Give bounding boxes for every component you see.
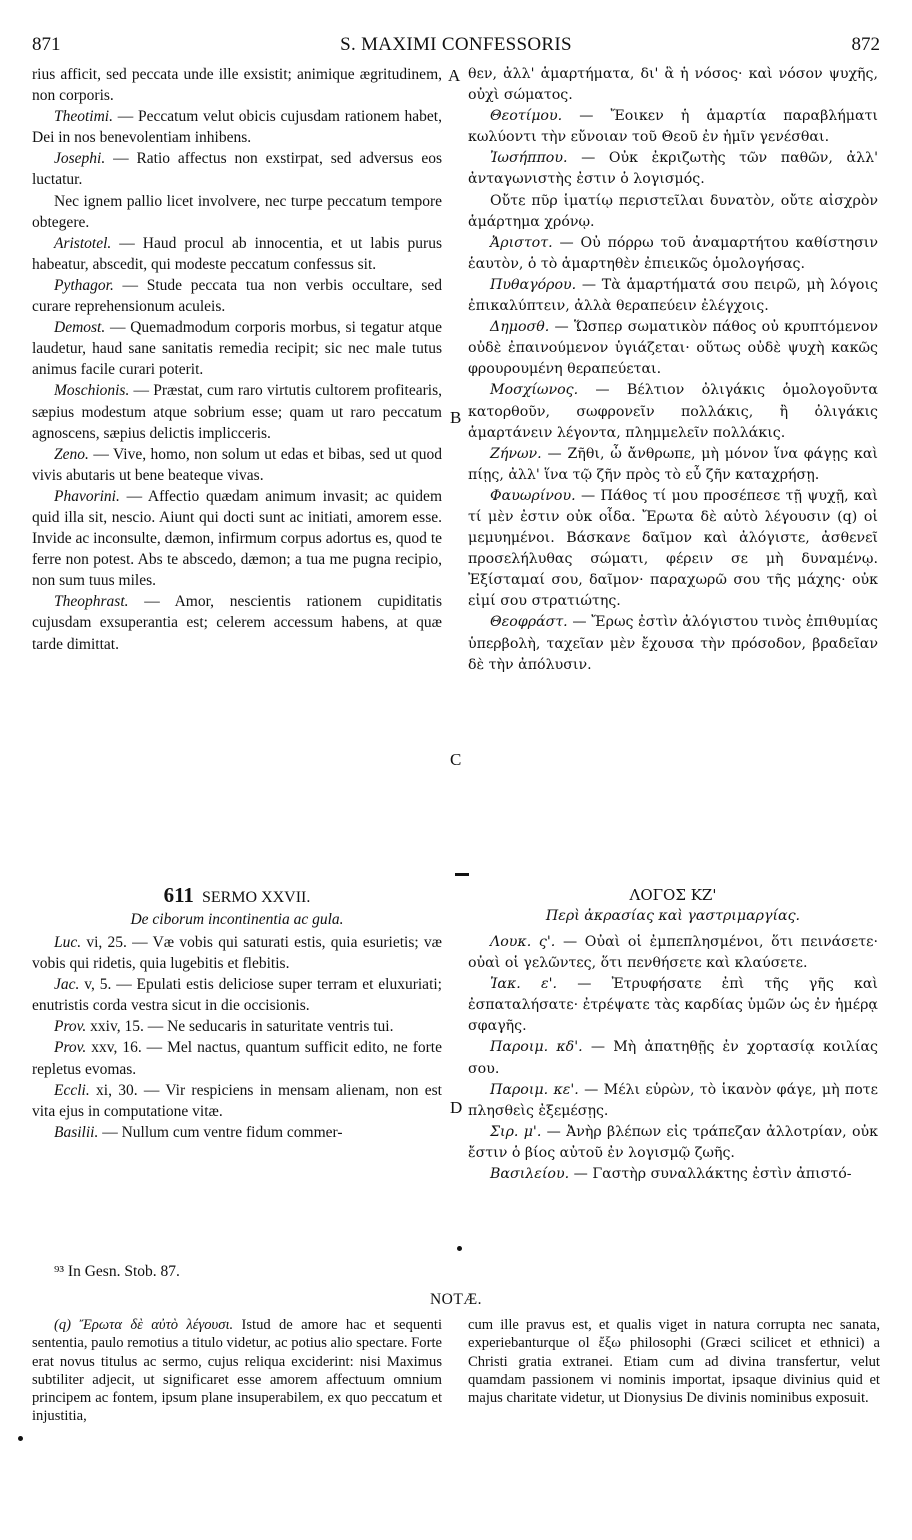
greek-paragraph: Θεοφράστ. — Ἔρως ἐστὶν ἀλόγιστου τινὸς ἐπιθυμίας ὑπερβολὴ, ταχεῖαν μὲν ἔχουσα τὴν πρόσοδον, βραδεῖαν δὲ τὴν ἀπόλυσιν.	[468, 614, 878, 673]
greek-paragraph: Παροιμ. κε'. — Μέλι εὑρὼν, τὸ ἱκανὸν φάγε, μὴ ποτε πλησθεὶς ἐξεμέσῃς.	[468, 1081, 878, 1119]
margin-letter-d: D	[450, 1098, 463, 1117]
greek-paragraph: Πυθαγόρου. — Τὰ ἁμαρτήματά σου πειρῶ, μὴ λόγοις ἐπικαλύπτειν, ἀλλὰ θεραπεύειν ἐλέγχοις.	[468, 276, 878, 315]
greek-paragraph: Οὔτε πῦρ ἱματίῳ περιστεῖλαι δυνατὸν, οὔτε αἰσχρὸν ἁμάρτημα χρόνῳ.	[468, 192, 878, 230]
greek-paragraph: Ζήνων. — Ζῆθι, ὦ ἄνθρωπε, μὴ μόνον ἵνα φάγῃς καὶ πίῃς, ἀλλ' ἵνα τῷ ζῆν πρὸς τὸ εὖ ζῆν καταχρήσῃ.	[468, 445, 878, 483]
greek-sermo-subtitle: Περὶ ἀκρασίας καὶ γαστριμαργίας.	[545, 908, 801, 924]
latin-paragraph: Prov. xxv, 16. — Mel nactus, quantum sufficit edito, ne forte repletus evomas.	[32, 1039, 442, 1078]
latin-paragraph: Demost. — Quemadmodum corporis morbus, si tegatur atque laudetur, haud sane sanitatis remedia recipit; sic nec male tutus animus facile curari poterit.	[32, 319, 442, 379]
sermo-heading-latin	[32, 884, 442, 930]
latin-paragraph: Phavorini. — Affectio quædam animum invasit; ac quidem quid illa sit, nescio. Aiunt qui docti sunt ac initiati, amorem esse. Invide ac inconsulte, dæmon, infirmum corpus adortus es, quod te ferre non potest. Abs te abscedo, dæmon; a tua me pugna recipio, non sum tuus miles.	[32, 487, 442, 590]
margin-letter-a: A	[448, 66, 461, 85]
sermo-number: 611	[163, 883, 194, 907]
latin-paragraph: Luc. vi, 25. — Væ vobis qui saturati estis, quia esurietis; væ vobis qui ridetis, quia lugebitis et flebitis.	[32, 934, 442, 973]
greek-paragraph: Δημοσθ. — Ὥσπερ σωματικὸν πάθος οὐ κρυπτόμενον οὐδὲ ἐπαινούμενον ὑγιάζεται· οὕτως οὐδὲ ψυχὴ κακῶς φρουρουμένη θεραπεύεται.	[468, 319, 878, 378]
notes-margin-dot	[18, 1436, 23, 1441]
latin-paragraph: Eccli. xi, 30. — Vir respiciens in mensam alienam, non est vita ejus in computatione vitæ.	[32, 1081, 442, 1120]
latin-paragraph: Josephi. — Ratio affectus non exstirpat, sed adversus eos luctatur.	[32, 150, 442, 189]
greek-paragraph: Ἰωσήππου. — Οὐκ ἐκριζωτὴς τῶν παθῶν, ἀλλ' ἀνταγωνιστὴς ἐστιν ὁ λογισμός.	[468, 150, 878, 188]
greek-paragraph: Θεοτίμου. — Ἔοικεν ἡ ἁμαρτία παραβλήματι κωλύοντι τὴν εὔνοιαν τοῦ Θεοῦ ἐν ἡμῖν γενέσθαι.	[468, 108, 878, 146]
running-title: S. MAXIMI CONFESSORIS	[340, 34, 572, 55]
notes-heading: NOTÆ.	[429, 1291, 482, 1308]
latin-paragraph: Pythagor. — Stude peccata tua non verbis occultare, sed curare reprehensionum aculeis.	[32, 276, 442, 316]
sermo-title: SERMO XXVII.	[201, 889, 311, 906]
greek-paragraph: Μοσχίωνος. — Βέλτιον ὀλιγάκις ὁμολογοῦντα κατορθοῦν, σωφρονεῖν πολλάκις, ἢ ὀλιγάκις ἁμαρτάνειν λέγοντα, πλημμελεῖν πολλάκις.	[468, 382, 878, 441]
latin-paragraph: Nec ignem pallio licet involvere, nec turpe peccatum tempore obtegere.	[32, 192, 442, 231]
greek-column-bottom	[468, 932, 878, 1185]
greek-column-top	[468, 64, 878, 676]
greek-paragraph: Φαυωρίνου. — Πάθος τί μου προσέπεσε τῇ ψυχῇ, καὶ τί μὲν ἐστιν οὐκ οἶδα. Ἔρωτα δὲ αὐτὸ λέγουσιν (q) οἱ μεμυημένοι. Βάσκανε δαῖμον καὶ ἀλόγιστε, ἀσθενεῖ προσελήλυθας σώματι, φέρειν σε μὴ δυναμένῳ. Ἐξίσταμαί σου, δαῖμον· παραχωρῶ σου τῆς μάχης· οὐκ εἰμί σου στρατιώτης.	[468, 487, 878, 610]
footnote-reference: ⁹³ In Gesn. Stob. 87.	[54, 1263, 180, 1280]
sermo-heading-greek	[468, 884, 878, 927]
latin-paragraph: Moschionis. — Præstat, cum raro virtutis cultorem profitearis, sæpius modestum atque sobrium esse; quam ut raro peccatum agnoscens, sæpius delictis implicceris.	[32, 382, 442, 442]
notes-right-column: cum ille pravus est, et qualis viget in natura corrupta nec sanata, experiebanturque ol ἔξω philosophi (Græci scilicet et ethnici) a Christi gratia extranei. Etiam cum ad divina transfertur, velut quamdam passionem vi nominis importat, ipsaque divinius quid et majus charitate videtur, ut Dionysius De divinis nominibus exposuit.	[468, 1317, 880, 1407]
greek-paragraph: Σιρ. μ'. — Ἀνὴρ βλέπων εἰς τράπεζαν ἀλλοτρίαν, οὐκ ἔστιν ὁ βίος αὐτοῦ ἐν λογισμῷ ζωῆς.	[468, 1123, 878, 1161]
page-header	[32, 34, 880, 60]
latin-column-bottom	[32, 932, 442, 1143]
latin-column-top	[32, 64, 442, 655]
latin-paragraph: Zeno. — Vive, homo, non solum ut edas et bibas, sed ut quod vivis abutaris ut bene beateque vivas.	[32, 445, 442, 484]
page-number-right: 872	[851, 34, 880, 55]
greek-paragraph: Λουκ. ς'. — Οὐαὶ οἱ ἐμπεπλησμένοι, ὅτι πεινάσετε· οὐαὶ οἱ γελῶντες, ὅτι πενθήσετε καὶ κλαύσετε.	[468, 934, 878, 972]
column-end-dot	[457, 1246, 462, 1251]
greek-paragraph: Ἰακ. ε'. — Ἐτρυφήσατε ἐπὶ τῆς γῆς καὶ ἐσπαταλήσατε· ἐτρέψατε τὰς καρδίας ὑμῶν ὡς ἐν ἡμέρᾳ σφαγῆς.	[468, 976, 878, 1035]
sermo-subtitle: De ciborum incontinentia ac gula.	[130, 911, 344, 928]
latin-paragraph: rius afficit, sed peccata unde ille exsistit; animique ægritudinem, non corporis.	[32, 66, 442, 105]
latin-paragraph: Basilii. — Nullum cum ventre fidum commer-	[54, 1123, 343, 1141]
greek-paragraph: Ἀριστοτ. — Οὐ πόρρω τοῦ ἀναμαρτήτου καθίστησιν ἑαυτὸν, ὁ τὸ ἁμαρτηθὲν ἐπιεικῶς ὁμολογήσας.	[468, 234, 878, 272]
latin-paragraph: Prov. xxiv, 15. — Ne seducaris in saturitate ventris tui.	[54, 1018, 394, 1036]
greek-sermo-title: ΛΟΓΟΣ ΚΖ'	[629, 886, 717, 904]
notes-left-column	[32, 1316, 442, 1426]
latin-paragraph: Jac. v, 5. — Epulati estis deliciose super terram et eluxuriati; enutristis corda vestra sicut in die occisionis.	[32, 976, 442, 1015]
greek-paragraph: Βασιλείου. — Γαστὴρ συναλλάκτης ἐστὶν ἀπιστό-	[490, 1166, 852, 1183]
column-divider-mark	[455, 873, 469, 876]
note-label: (q) Ἔρωτα δὲ αὐτὸ λέγουσι.	[54, 1317, 234, 1333]
page-number-left: 871	[32, 34, 61, 55]
greek-paragraph: Παροιμ. κδ'. — Μὴ ἀπατηθῇς ἐν χορτασίᾳ κοιλίας σου.	[468, 1039, 878, 1077]
margin-letter-b: B	[450, 408, 462, 427]
note-text-left: Istud de amore hac et sequenti sententia, paulo remotius a titulo videtur, ac potius alio spectare. Forte erat novus titulus ac sermo, cujus reliqua exciderint: nisi Maximus subtiliter adjecit, ut significaret esse amorem affectuum omnium principem ac fontem, ipsum plane insuperabilem, ex quo peccatum et injustitia,	[32, 1317, 442, 1425]
latin-paragraph: Theotimi. — Peccatum velut obicis cujusdam rationem habet, Dei in nos benevolentiam inhibens.	[32, 108, 442, 147]
margin-letter-c: C	[450, 750, 462, 769]
latin-paragraph: Theophrast. — Amor, nescientis rationem cupiditatis cujusdam exsuperantia est; celerem accessum habens, at quæ tarde dimittat.	[32, 593, 442, 653]
greek-paragraph: θεν, ἀλλ' ἁμαρτήματα, δι' ἃ ἡ νόσος· καὶ νόσον ψυχῆς, οὐχὶ σώματος.	[468, 66, 878, 104]
latin-paragraph: Aristotel. — Haud procul ab innocentia, et ut labis purus habeatur, abscedit, qui modeste peccatum confessus sit.	[32, 234, 442, 273]
